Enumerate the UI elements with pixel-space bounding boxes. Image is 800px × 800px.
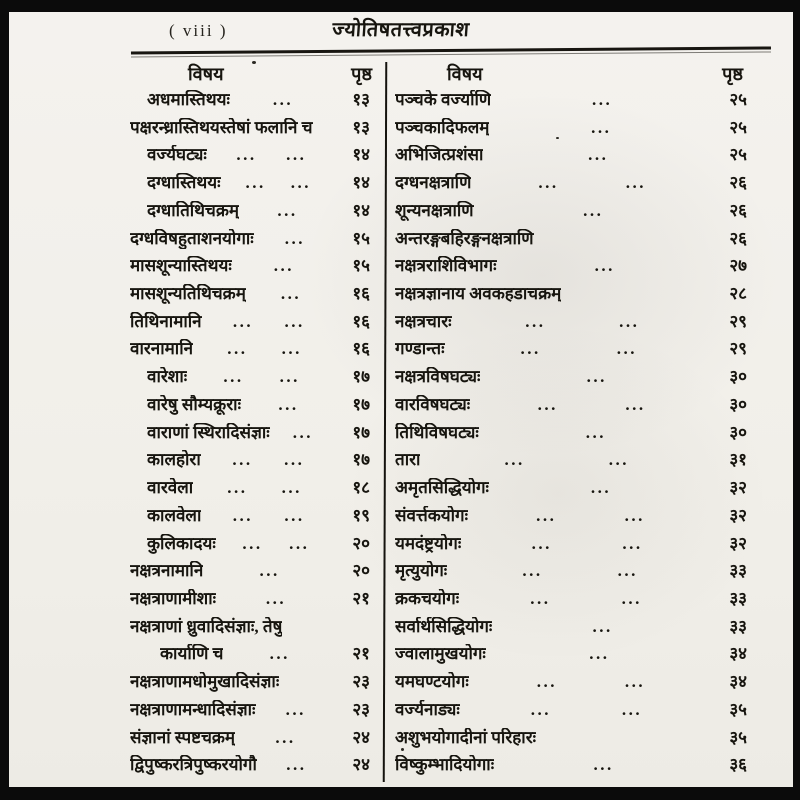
ink-speck [401, 748, 404, 751]
toc-entry-text: क्रकचयोगः [395, 588, 460, 608]
toc-entry-text: मृत्युयोगः [395, 561, 448, 581]
dot-leader-group: ... [619, 311, 640, 331]
dot-leader-group: ... [585, 422, 607, 442]
dot-leader [201, 450, 336, 470]
toc-row [130, 450, 380, 470]
subject-header: विषय [447, 64, 483, 84]
toc-page-number: २० [352, 561, 370, 581]
toc-page-number: ३६ [729, 755, 747, 775]
dot-leader [491, 90, 713, 110]
toc-row [395, 256, 759, 276]
toc-entry-text: द्विपुष्करत्रिपुष्करयोगौ [130, 755, 257, 775]
toc-entry-text: नक्षत्राणामन्धादिसंज्ञाः [130, 699, 256, 719]
dot-leader [254, 229, 336, 249]
toc-page-number: ३३ [729, 588, 747, 608]
dot-leader-group: ... [624, 672, 646, 692]
dot-leader [497, 256, 713, 276]
ink-speck [252, 61, 256, 64]
dot-leader [216, 534, 336, 554]
dot-leader-group: ... [284, 228, 305, 248]
dot-leader [486, 644, 713, 664]
dot-leader-group: ... [232, 505, 253, 525]
toc-page-number: २१ [352, 588, 370, 608]
dot-leader [257, 755, 336, 775]
dot-leader-group: ... [616, 339, 637, 359]
dot-leader [480, 367, 713, 387]
toc-row [395, 506, 759, 526]
dot-leader-group: ... [608, 450, 629, 470]
toc-entry-text: नक्षत्रचारः [395, 311, 452, 331]
toc-entry-text: मासशून्यास्तिथयः [130, 256, 232, 276]
toc-entry-text: नक्षत्राणामीशाः [130, 588, 217, 608]
toc-row [395, 450, 759, 470]
dot-leader [445, 339, 713, 359]
dot-leader [201, 506, 336, 526]
dot-leader-group: ... [223, 367, 244, 387]
toc-entry-text: यमघण्टयोगः [395, 672, 469, 692]
dot-leader-group: ... [265, 588, 287, 608]
dot-leader-group: ... [284, 450, 305, 470]
dot-leader [187, 367, 336, 387]
toc-row [130, 755, 380, 775]
page-header: पृष्ठ [351, 64, 372, 84]
toc-entry-text: संवर्त्तकयोगः [395, 505, 469, 525]
toc-page-number: ३५ [729, 699, 747, 719]
dot-leader [223, 644, 336, 664]
toc-row [395, 118, 759, 138]
toc-entry-text: संज्ञानां स्पष्टचक्रम् [130, 727, 236, 747]
toc-rows-left [130, 90, 380, 782]
dot-leader-group: ... [290, 173, 311, 193]
toc-page-number: १६ [352, 284, 370, 304]
dot-leader-group: ... [232, 450, 253, 470]
toc-row [130, 229, 380, 249]
dot-leader [216, 589, 336, 609]
dot-leader-group: ... [537, 394, 558, 414]
toc-entry-text: नक्षत्रज्ञानाय अवकहडाचक्रम् [395, 284, 562, 304]
toc-entry-text: वारेषु सौम्यक्रूराः [147, 394, 242, 414]
toc-row [130, 700, 380, 720]
dot-leader-group: ... [284, 311, 305, 331]
toc-page-number: ३० [729, 422, 747, 442]
dot-leader [202, 312, 336, 332]
toc-row [395, 201, 759, 221]
toc-column-right [386, 58, 759, 782]
dot-leader-group: ... [536, 672, 557, 692]
toc-entry-text: पक्षरन्ध्रास्तिथयस्तेषां फलानि च [130, 117, 313, 137]
toc-entry-text: वारेशाः [147, 367, 188, 387]
toc-page-number: २९ [729, 311, 747, 331]
dot-leader-group: ... [538, 173, 559, 193]
toc-row [395, 755, 759, 775]
toc-page-number: २६ [729, 200, 747, 220]
toc-row [130, 589, 380, 609]
toc-row [395, 229, 759, 249]
toc-row [130, 728, 380, 748]
dot-leader [492, 617, 713, 637]
toc-entry-text: कालहोरा [147, 450, 201, 470]
dot-leader-group: ... [522, 561, 543, 581]
toc-entry-text: अशुभयोगादीनां परिहारः [395, 727, 537, 747]
dot-leader [489, 478, 713, 498]
toc-entry-text: ज्वालामुखयोगः [395, 644, 486, 664]
dot-leader-group: ... [622, 533, 643, 553]
toc-page-number: १६ [352, 311, 370, 331]
toc-page-number: २३ [352, 672, 370, 692]
toc-row [395, 561, 759, 581]
toc-entry-text: वाराणां स्थिरादिसंज्ञाः [147, 422, 270, 442]
dot-leader [447, 561, 713, 581]
dot-leader-group: ... [591, 90, 613, 109]
toc-row [395, 589, 759, 609]
toc-column-left [130, 58, 384, 782]
dot-leader-group: ... [292, 422, 313, 442]
dot-leader [232, 256, 336, 276]
toc-column-header [395, 58, 759, 90]
toc-page-number: ३२ [729, 533, 747, 553]
dot-leader [479, 423, 713, 443]
toc-entry-text: कालवेला [147, 505, 202, 525]
dot-leader [468, 506, 713, 526]
toc-page-number: ३१ [729, 450, 747, 470]
toc-page-number: १७ [352, 422, 370, 442]
dot-leader [489, 118, 713, 138]
toc-row [130, 644, 380, 664]
toc-row [130, 145, 380, 165]
toc-entry-text: गण्डान्तः [395, 339, 445, 359]
toc-entry-text: नक्षत्रराशिविभागः [395, 256, 497, 276]
toc-page-number: १७ [352, 367, 370, 387]
dot-leader-group: ... [530, 699, 551, 719]
dot-leader-group: ... [242, 533, 263, 553]
page-header: पृष्ठ [722, 64, 743, 84]
toc-row [395, 644, 759, 664]
scanned-book-page [9, 12, 793, 787]
toc-row [395, 395, 759, 415]
dot-leader [420, 450, 713, 470]
dot-leader-group: ... [284, 505, 305, 525]
dot-leader-group: ... [592, 616, 613, 636]
toc-entry-text: दग्धास्तिथयः [147, 173, 221, 193]
toc-page-number: १३ [352, 117, 370, 137]
toc-row [130, 534, 380, 554]
toc-page-number: २३ [352, 699, 370, 719]
dot-leader-group: ... [286, 145, 307, 165]
toc-row [130, 478, 380, 498]
toc-entry-text: अमृतसिद्धियोगः [395, 478, 489, 498]
dot-leader [459, 589, 713, 609]
toc-entry-text: कार्याणि च [160, 644, 224, 664]
toc-row [130, 256, 380, 276]
dot-leader-group: ... [245, 173, 266, 193]
toc-page-number: ३३ [729, 561, 747, 581]
toc-row [395, 173, 759, 193]
dot-leader [469, 672, 713, 692]
toc-row [130, 201, 380, 221]
toc-row [130, 173, 380, 193]
toc-page-number: ३४ [729, 644, 747, 664]
toc-row [395, 728, 759, 748]
dot-leader-group: ... [590, 478, 612, 498]
dot-leader [483, 145, 713, 165]
toc-page-number: २८ [729, 284, 747, 304]
dot-leader-group: ... [278, 394, 299, 414]
toc-page-number: ३२ [729, 505, 747, 525]
toc-entry-text: अन्तरङ्गबहिरङ्गनक्षत्राणि [395, 228, 534, 248]
toc-entry-text: पञ्चकादिफलम् [395, 117, 490, 137]
toc-row [130, 90, 380, 110]
dot-leader-group: ... [232, 311, 254, 331]
toc-page-number: १४ [352, 200, 370, 220]
dot-leader-group: ... [520, 339, 541, 359]
toc-row [130, 672, 380, 692]
toc-entry-text: तिथिनामानि [130, 311, 202, 331]
toc-entry-text: वर्ज्यघट्यः [147, 145, 207, 165]
toc-entry-text: विष्कुम्भादियोगाः [395, 755, 495, 775]
toc-page-number: १५ [352, 228, 370, 248]
dot-leader-group: ... [536, 505, 557, 525]
toc-entry-text: दग्धनक्षत्राणि [395, 173, 472, 193]
toc-page-number: १३ [352, 90, 370, 109]
dot-leader-group: ... [279, 367, 300, 387]
dot-leader [246, 284, 336, 304]
toc-page-number: २६ [729, 228, 747, 248]
toc-page-number: २५ [729, 90, 747, 109]
toc-row [395, 423, 759, 443]
dot-leader-group: ... [625, 394, 646, 414]
toc-row [395, 367, 759, 387]
toc-row [395, 145, 759, 165]
toc-page-number: २४ [352, 755, 370, 775]
toc-page-number: २६ [729, 173, 747, 193]
toc-columns [130, 58, 759, 782]
toc-row [395, 700, 759, 720]
dot-leader [203, 561, 336, 581]
dot-leader-group: ... [594, 256, 615, 276]
dot-leader [207, 145, 336, 165]
toc-entry-text: दग्धातिथिचक्रम् [147, 200, 240, 220]
dot-leader [461, 534, 713, 554]
toc-page-number: ३२ [729, 478, 747, 498]
toc-entry-text: वारविषघट्यः [395, 394, 471, 414]
dot-leader [452, 312, 713, 332]
dot-leader-group: ... [259, 561, 280, 581]
toc-row [395, 617, 759, 637]
dot-leader-group: ... [227, 478, 248, 498]
toc-entry-text: तिथिविषघट्यः [395, 422, 479, 442]
dot-leader-group: ... [591, 117, 612, 137]
toc-entry-text: वर्ज्यनाड्यः [395, 699, 460, 719]
toc-entry-text: पञ्चके वर्ज्याणि [395, 90, 492, 109]
toc-page-number: २७ [729, 256, 747, 276]
dot-leader-group: ... [285, 699, 306, 719]
subject-header: विषय [188, 64, 224, 84]
dot-leader-group: ... [588, 145, 609, 165]
dot-leader-group: ... [586, 367, 607, 387]
toc-page-number: १७ [352, 394, 370, 414]
toc-row [395, 672, 759, 692]
dot-leader-group: ... [280, 284, 302, 304]
toc-page-number: ३४ [729, 672, 747, 692]
dot-leader-group: ... [289, 533, 310, 553]
toc-entry-text: कुलिकादयः [147, 533, 216, 553]
toc-entry-text: मासशून्यतिथिचक्रम् [130, 284, 246, 304]
dot-leader-group: ... [583, 200, 604, 220]
toc-entry-text: नक्षत्राणां ध्रुवादिसंज्ञाः, तेषु [130, 616, 283, 636]
toc-entry-text: सर्वार्थसिद्धियोगः [395, 616, 493, 636]
toc-page-number: ३३ [729, 616, 747, 636]
toc-row [130, 284, 380, 304]
toc-row [395, 534, 759, 554]
dot-leader [193, 478, 336, 498]
dot-leader-group: ... [624, 505, 645, 525]
toc-entry-text: नक्षत्राणामधोमुखादिसंज्ञाः [130, 672, 280, 692]
toc-entry-text: तारा [395, 450, 421, 470]
dot-leader-group: ... [589, 644, 610, 664]
dot-leader [239, 201, 336, 221]
dot-leader-group: ... [227, 339, 248, 359]
toc-page-number: २४ [352, 727, 370, 747]
dot-leader-group: ... [525, 311, 546, 331]
toc-page-number: २५ [729, 145, 747, 165]
toc-row [130, 423, 380, 443]
toc-entry-text: यमदंष्ट्रयोगः [395, 533, 462, 553]
toc-page-number: ३० [729, 394, 747, 414]
dot-leader-group: ... [593, 755, 614, 775]
toc-entry-text: शून्यनक्षत्राणि [395, 200, 474, 220]
toc-page-number: १६ [352, 339, 370, 359]
toc-row [395, 312, 759, 332]
toc-row [130, 367, 380, 387]
toc-row [130, 312, 380, 332]
toc-page-number: १५ [352, 256, 370, 276]
folio-number: ( viii ) [169, 21, 228, 40]
toc-row [130, 395, 380, 415]
toc-page-number: २५ [729, 117, 747, 137]
dot-leader-group: ... [281, 339, 302, 359]
dot-leader-group: ... [275, 727, 296, 747]
toc-page-number: ३० [729, 367, 747, 387]
dot-leader-group: ... [621, 699, 643, 719]
toc-row [395, 339, 759, 359]
toc-row [130, 561, 380, 581]
toc-entry-text: दग्धविषहुताशनयोगाः [130, 228, 254, 248]
toc-page-number: ३५ [729, 727, 747, 747]
toc-page-number: १८ [352, 478, 370, 498]
dot-leader [256, 700, 337, 720]
toc-entry-text: वारवेला [147, 478, 194, 498]
toc-page-number: २९ [729, 339, 747, 359]
dot-leader [471, 173, 713, 193]
dot-leader [474, 201, 713, 221]
toc-page-number: १७ [352, 450, 370, 470]
dot-leader [230, 90, 336, 110]
toc-entry-text: नक्षत्रनामानि [130, 561, 204, 581]
toc-row [395, 90, 759, 110]
toc-row [395, 284, 759, 304]
toc-page-number: २१ [352, 644, 370, 664]
toc-page-number: २० [352, 533, 370, 553]
dot-leader [193, 339, 336, 359]
toc-page-number: १९ [352, 505, 370, 525]
dot-leader [470, 395, 713, 415]
dot-leader-group: ... [236, 145, 257, 165]
toc-page-number: १४ [352, 145, 370, 165]
dot-leader [460, 700, 713, 720]
dot-leader-group: ... [277, 200, 298, 220]
dot-leader-group: ... [621, 588, 642, 608]
dot-leader [270, 423, 336, 443]
toc-page-number: १४ [352, 173, 370, 193]
toc-entry-text: अधमास्तिथयः [147, 90, 230, 109]
dot-leader-group: ... [272, 90, 294, 109]
dot-leader-group: ... [273, 256, 294, 276]
dot-leader-group: ... [617, 561, 638, 581]
dot-leader [221, 173, 336, 193]
toc-rows-right [395, 90, 759, 782]
page-title: ज्योतिषतत्त्वप्रकाश [331, 19, 471, 41]
toc-entry-text: नक्षत्रविषघट्यः [395, 367, 481, 387]
dot-leader-group: ... [286, 755, 307, 775]
toc-entry-text: वारनामानि [130, 339, 194, 359]
dot-leader-group: ... [504, 450, 525, 470]
toc-row [130, 339, 380, 359]
ink-speck [556, 137, 559, 139]
toc-row [130, 118, 380, 138]
toc-row [130, 617, 380, 637]
dot-leader [494, 755, 713, 775]
dot-leader-group: ... [531, 533, 552, 553]
toc-row [130, 506, 380, 526]
dot-leader-group: ... [281, 478, 302, 498]
dot-leader-group: ... [530, 588, 551, 608]
dot-leader-group: ... [269, 644, 290, 664]
dot-leader-group: ... [625, 173, 646, 193]
dot-leader [235, 728, 336, 748]
dot-leader [241, 395, 336, 415]
toc-row [395, 478, 759, 498]
toc-entry-text: अभिजित्प्रशंसा [395, 145, 484, 165]
